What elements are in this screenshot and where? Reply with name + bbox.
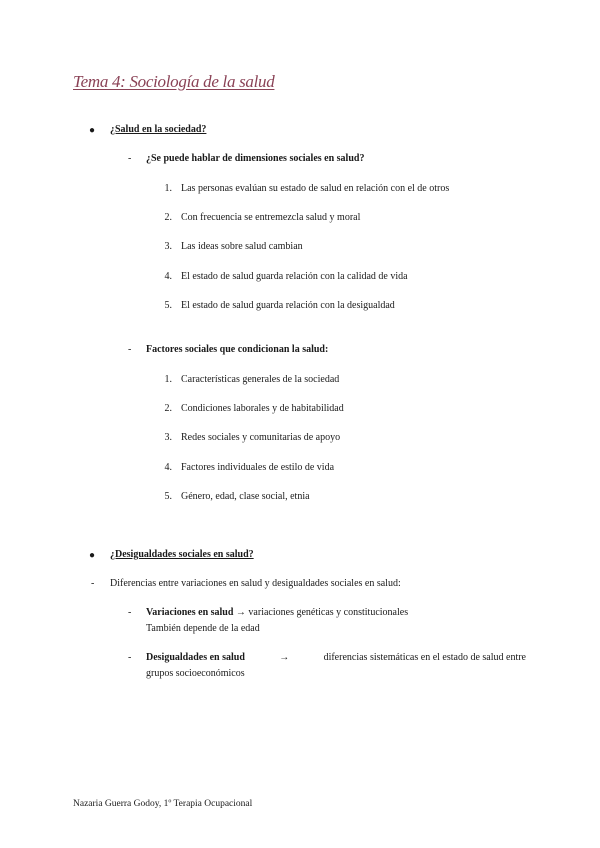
intro-paragraph: Diferencias entre variaciones en salud y desigualdades sociales en salud: — [110, 578, 401, 589]
list-item: Con frecuencia se entremezcla salud y moral — [181, 212, 361, 223]
list-number: 1. — [164, 374, 172, 385]
list-number: 2. — [164, 212, 172, 223]
desigualdades-term: Desigualdades en salud — [146, 652, 245, 663]
list-number: 3. — [164, 432, 172, 443]
list-number: 5. — [164, 300, 172, 311]
section-heading-salud-sociedad: ¿Salud en la sociedad? — [110, 124, 207, 135]
list-number: 3. — [164, 241, 172, 252]
list-number: 4. — [164, 462, 172, 473]
desigualdades-line2: grupos socioeconómicos — [146, 668, 245, 679]
bullet-symbol: ● — [89, 550, 96, 561]
dash-symbol: - — [128, 652, 132, 663]
list-item: Características generales de la sociedad — [181, 374, 340, 385]
list-item: Redes sociales y comunitarias de apoyo — [181, 432, 341, 443]
subheading-factores-sociales: Factores sociales que condicionan la salud: — [146, 344, 329, 355]
list-item: Factores individuales de estilo de vida — [181, 462, 335, 473]
list-item: Género, edad, clase social, etnia — [181, 491, 310, 502]
list-number: 5. — [164, 491, 172, 502]
list-item: Las ideas sobre salud cambian — [181, 241, 303, 252]
list-number: 4. — [164, 271, 172, 282]
list-item: Condiciones laborales y de habitabilidad — [181, 403, 344, 414]
page-title: Tema 4: Sociología de la salud — [73, 72, 275, 91]
list-item: Las personas evalúan su estado de salud en relación con el de otros — [181, 183, 450, 194]
list-item: El estado de salud guarda relación con la desigualdad — [181, 300, 395, 311]
desigualdades-line — [146, 652, 526, 663]
dash-symbol: - — [128, 344, 132, 355]
arrow-icon: → — [279, 652, 290, 663]
dash-symbol: - — [128, 607, 132, 618]
list-item: El estado de salud guarda relación con la calidad de vida — [181, 271, 408, 282]
variaciones-term: Variaciones en salud — [146, 607, 234, 618]
arrow-icon: → — [235, 607, 246, 618]
dash-symbol: - — [91, 578, 95, 589]
list-number: 1. — [164, 183, 172, 194]
list-number: 2. — [164, 403, 172, 414]
subheading-dimensiones-sociales: ¿Se puede hablar de dimensiones sociales en salud? — [146, 153, 365, 164]
desigualdades-text: diferencias sistemáticas en el estado de salud entre — [323, 652, 526, 663]
bullet-symbol: ● — [89, 125, 96, 136]
variaciones-text: variaciones genéticas y constitucionales — [248, 607, 409, 618]
section-heading-desigualdades: ¿Desigualdades sociales en salud? — [110, 549, 254, 560]
footer-author: Nazaria Guerra Godoy, 1º Terapia Ocupacional — [73, 799, 253, 809]
dash-symbol: - — [128, 153, 132, 164]
variaciones-line — [146, 607, 408, 618]
variaciones-line2: También depende de la edad — [146, 623, 260, 634]
